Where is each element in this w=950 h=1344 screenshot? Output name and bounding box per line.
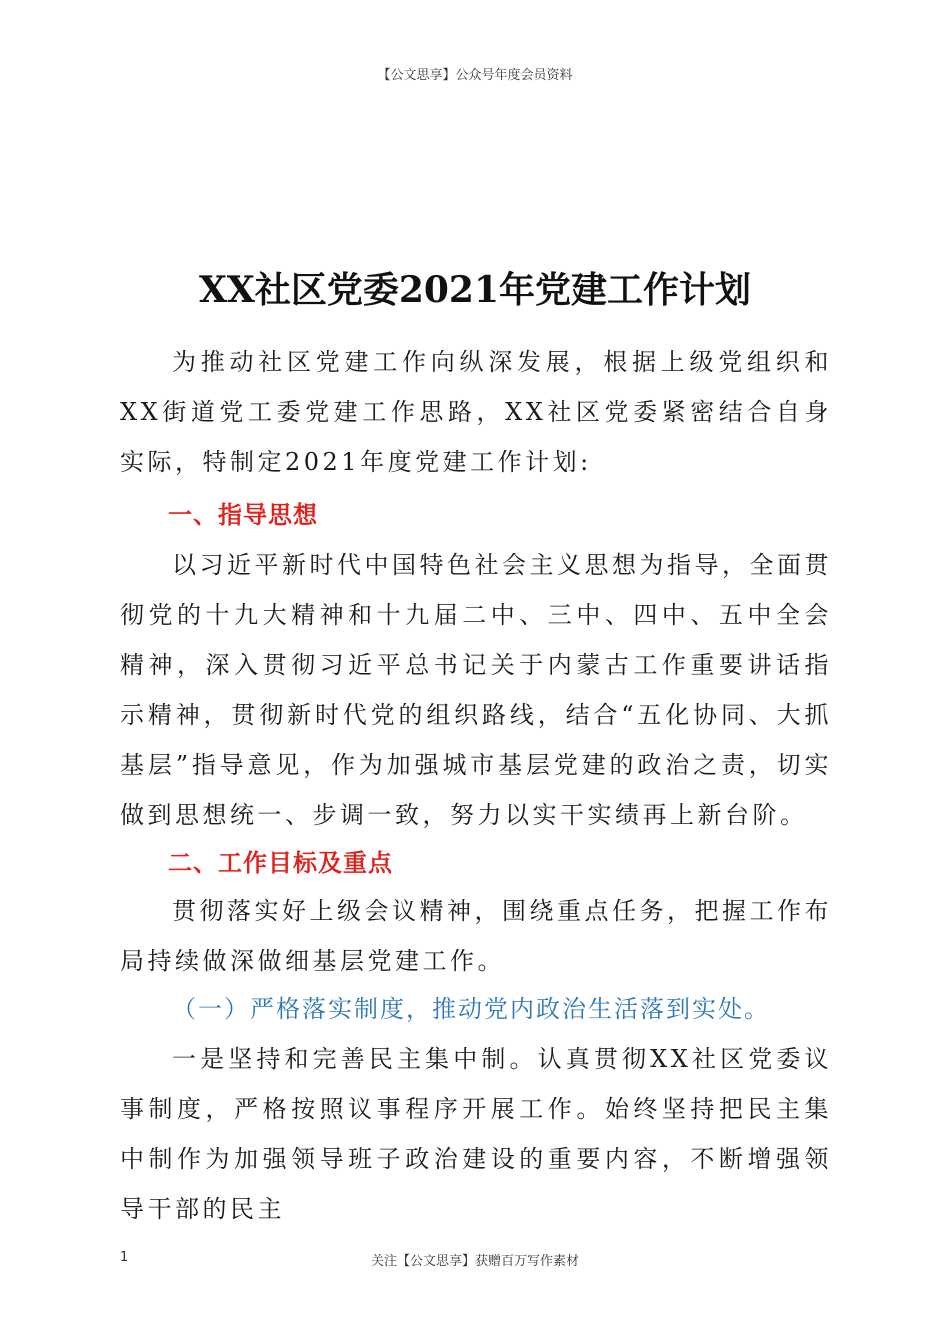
- institution-paragraph: 一是坚持和完善民主集中制。认真贯彻XX社区党委议事制度，严格按照议事程序开展工作。始终坚持把民主集中制作为加强领导班子政治建设的重要内容，不断增强领导干部的民主: [120, 1045, 832, 1223]
- guiding-thought-paragraph: 以习近平新时代中国特色社会主义思想为指导，全面贯彻党的十九大精神和十九届二中、三中、四中、五中全会精神，深入贯彻习近平总书记关于内蒙古工作重要讲话指示精神，贯彻新时代党的组织路线，结合“五化协同、大抓基层”指导意见，作为加强城市基层党建的政治之责，切实做到思想统一、步调一致，努力以实干实绩再上新台阶。: [120, 551, 832, 829]
- page-number: 1: [120, 1250, 129, 1265]
- subsection-heading-institution: （一）严格落实制度，推动党内政治生活落到实处。: [172, 995, 770, 1023]
- section-heading-guiding-thought: 一、指导思想: [168, 501, 318, 529]
- document-title: XX社区党委2021年党建工作计划: [198, 269, 752, 311]
- header-note: 【公文思享】公众号年度会员资料: [377, 68, 573, 83]
- footer-note: 关注【公文思享】获赠百万写作素材: [370, 1254, 579, 1269]
- intro-paragraph: 为推动社区党建工作向纵深发展，根据上级党组织和XX街道党工委党建工作思路，XX社区党委紧密结合自身实际，特制定2021年度党建工作计划:: [120, 348, 832, 476]
- section-heading-goals: 二、工作目标及重点: [168, 849, 393, 877]
- goals-paragraph: 贯彻落实好上级会议精神，围绕重点任务，把握工作布局持续做深做细基层党建工作。: [120, 897, 832, 975]
